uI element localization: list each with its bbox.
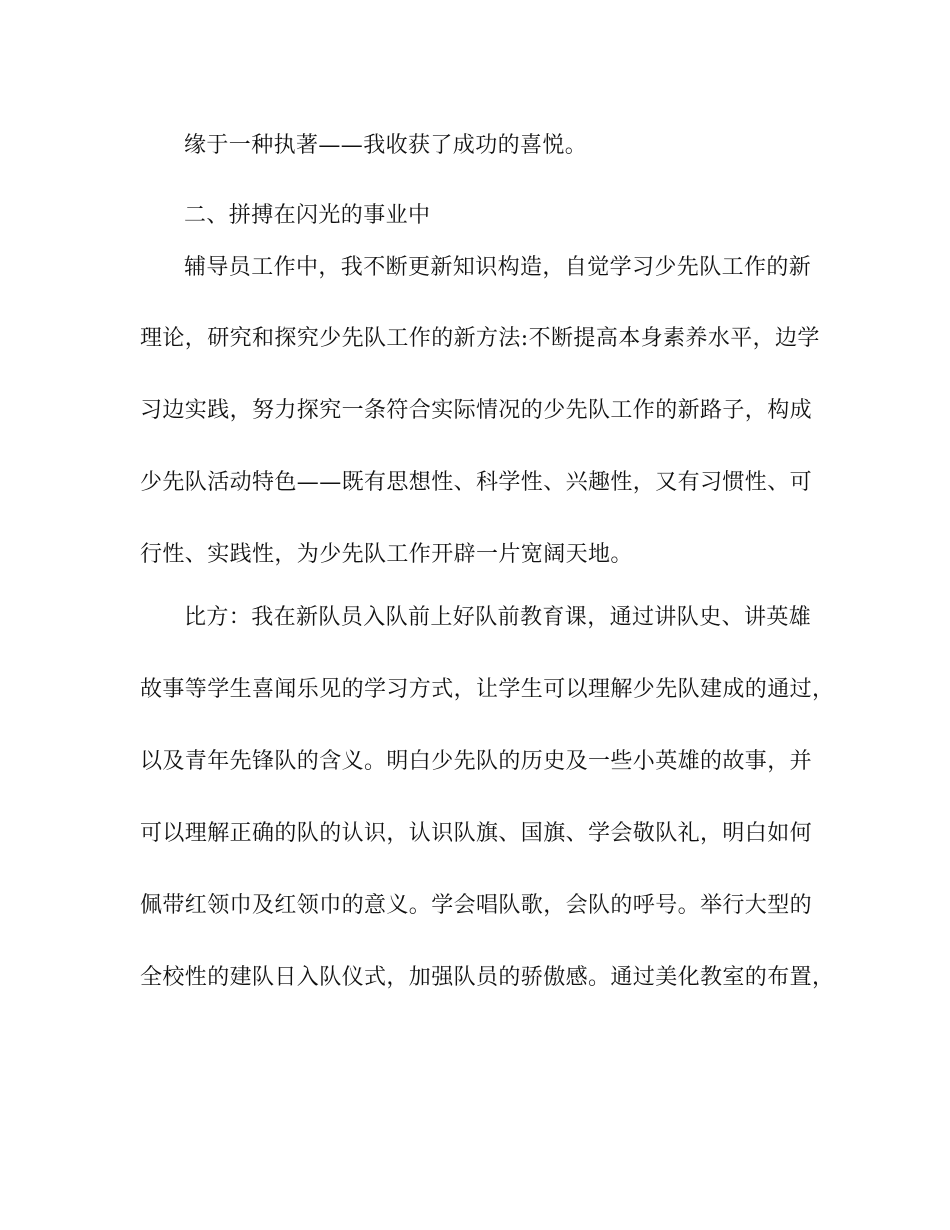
text-line-12: 佩带红领巾及红领巾的意义。学会唱队歌，会队的呼号。举行大型的 [140,893,813,918]
text-line-5: 习边实践，努力探究一条符合实际情况的少先队工作的新路子，构成 [140,398,813,423]
text-line-11: 可以理解正确的队的认识，认识队旗、国旗、学会敬队礼，明白如何 [140,821,813,846]
text-line-9: 故事等学生喜闻乐见的学习方式，让学生可以理解少先队建成的通过， [140,677,835,702]
section-heading: 二、拼搏在闪光的事业中 [184,203,431,228]
text-line-13: 全校性的建队日入队仪式，加强队员的骄傲感。通过美化教室的布置， [140,965,835,990]
text-line-6: 少先队活动特色——既有思想性、科学性、兴趣性，又有习惯性、可 [140,470,813,495]
text-line-10: 以及青年先锋队的含义。明白少先队的历史及一些小英雄的故事，并 [140,749,813,774]
text-line-3: 辅导员工作中，我不断更新知识构造，自觉学习少先队工作的新 [184,255,812,280]
text-line-1: 缘于一种执著——我收获了成功的喜悦。 [184,133,588,158]
text-line-7: 行性、实践性，为少先队工作开辟一片宽阔天地。 [140,542,633,567]
text-line-8: 比方：我在新队员入队前上好队前教育课，通过讲队史、讲英雄 [184,605,812,630]
text-line-4: 理论，研究和探究少先队工作的新方法:不断提高本身素养水平，边学 [140,326,820,351]
